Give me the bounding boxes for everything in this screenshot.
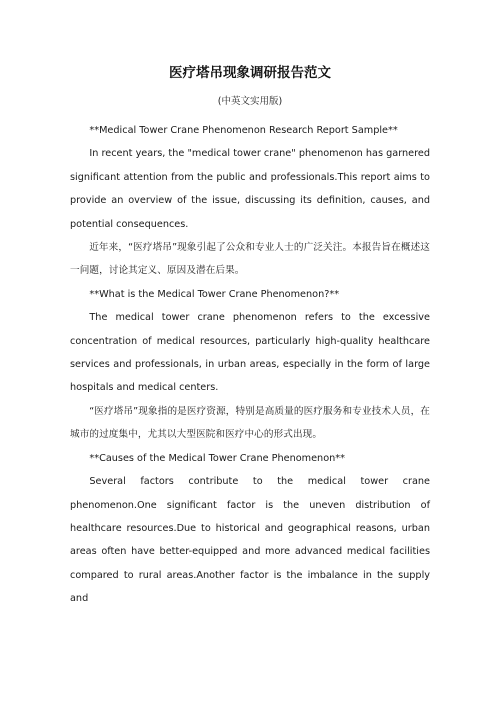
section-heading-definition: **What is the Medical Tower Crane Phenomenon?** <box>89 288 340 300</box>
causes-paragraph-en: Several factors contribute to the medical tower crane phenomenon.One significant factor is the uneven distribution of healthcare resources.Due to historical and geographical reasons, urban areas often have better-equipped and more advanced medical facilities compared to rural areas.Another factor is the imbalance in the supply and <box>70 476 430 605</box>
report-heading: **Medical Tower Crane Phenomenon Research Report Sample** <box>89 125 398 136</box>
document-title: 医疗塔吊现象调研报告范文 <box>169 65 331 81</box>
definition-paragraph-zh: “医疗塔吊”现象指的是医疗资源，特别是高质量的医疗服务和专业技术人员，在城市的过度集中，尤其以大型医院和医疗中心的形式出现。 <box>70 405 430 441</box>
document-body <box>70 62 430 611</box>
document-subtitle: (中英文实用版) <box>217 96 283 107</box>
section-heading-causes: **Causes of the Medical Tower Crane Phenomenon** <box>89 452 345 464</box>
intro-paragraph-en: In recent years, the "medical tower crane" phenomenon has garnered significant attention from the public and professionals.This report aims to provide an overview of the issue, discussing its definition, causes, and potential consequences. <box>70 148 430 230</box>
intro-paragraph-zh: 近年来，“医疗塔吊”现象引起了公众和专业人士的广泛关注。本报告旨在概述这一问题，讨论其定义、原因及潜在后果。 <box>70 242 430 277</box>
definition-paragraph-en: The medical tower crane phenomenon refers to the excessive concentration of medical resources, particularly high-quality healthcare services and professionals, in urban areas, especially in the form of large hospitals and medical centers. <box>70 312 430 394</box>
